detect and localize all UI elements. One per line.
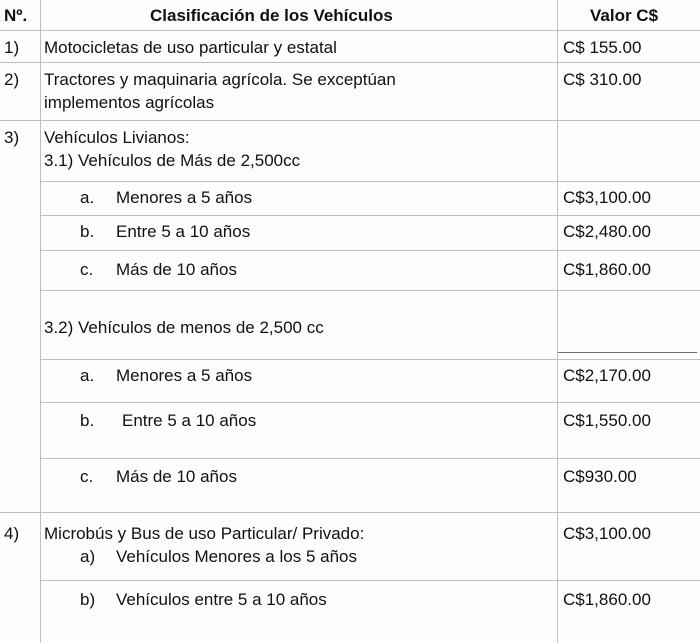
subsection-3-2-title: 3.2) Vehículos de menos de 2,500 cc [44, 318, 324, 337]
grid-line [0, 62, 700, 63]
row-4-item-b-value: C$1,860.00 [563, 590, 651, 609]
row-1-value: C$ 155.00 [563, 38, 642, 57]
grid-line [0, 512, 700, 513]
header-value: Valor C$ [590, 6, 659, 25]
subsection-3-1-item-b-value: C$2,480.00 [563, 222, 651, 241]
row-4-item-b-label: Vehículos entre 5 a 10 años [116, 590, 327, 609]
row-4-item-a-value: C$3,100.00 [563, 524, 651, 543]
header-number: Nº. [4, 6, 28, 25]
grid-line [40, 580, 700, 581]
subsection-3-1-item-b-label: Entre 5 a 10 años [116, 222, 251, 241]
grid-line [40, 458, 700, 459]
grid-line [0, 120, 700, 121]
grid-line [40, 215, 700, 216]
row-4-title: Microbús y Bus de uso Particular/ Privado: [44, 524, 365, 543]
subsection-3-2-item-c-label: Más de 10 años [116, 467, 237, 486]
row-2-value: C$ 310.00 [563, 70, 642, 89]
subsection-3-1-item-c-label: Más de 10 años [116, 260, 237, 279]
subsection-3-2-item-b-value: C$1,550.00 [563, 411, 651, 430]
subsection-3-2-item-b-label: Entre 5 a 10 años [122, 411, 257, 430]
row-2-number: 2) [4, 70, 20, 89]
row-2-description-line-2: implementos agrícolas [44, 93, 215, 112]
subsection-3-2-item-a-value: C$2,170.00 [563, 366, 651, 385]
row-4-number: 4) [4, 524, 20, 543]
row-4-item-b-marker: b) [80, 590, 96, 609]
subsection-3-1-item-c-value: C$1,860.00 [563, 260, 651, 279]
subsection-3-1-title: 3.1) Vehículos de Más de 2,500cc [44, 151, 301, 170]
subsection-3-1-item-b-marker: b. [80, 222, 95, 241]
grid-line [557, 0, 558, 643]
subsection-3-2-item-c-marker: c. [80, 467, 94, 486]
subsection-3-1-item-a-label: Menores a 5 años [116, 188, 253, 207]
subsection-3-1-item-c-marker: c. [80, 260, 94, 279]
subsection-3-2-item-a-label: Menores a 5 años [116, 366, 253, 385]
grid-line [40, 250, 700, 251]
row-1-description: Motocicletas de uso particular y estatal [44, 38, 337, 57]
subsection-3-2-item-a-marker: a. [80, 366, 95, 385]
subsection-3-2-item-b-marker: b. [80, 411, 95, 430]
grid-line [557, 352, 697, 353]
row-4-item-a-marker: a) [80, 547, 96, 566]
grid-line [40, 0, 41, 643]
subsection-3-1-item-a-value: C$3,100.00 [563, 188, 651, 207]
grid-line [40, 181, 700, 182]
row-3-number: 3) [4, 128, 20, 147]
grid-line [40, 359, 700, 360]
header-classification: Clasificación de los Vehículos [150, 6, 393, 25]
row-3-title: Vehículos Livianos: [44, 128, 190, 147]
subsection-3-2-item-c-value: C$930.00 [563, 467, 637, 486]
grid-line [40, 402, 700, 403]
row-1-number: 1) [4, 38, 20, 57]
row-4-item-a-label: Vehículos Menores a los 5 años [116, 547, 357, 566]
row-2-description-line-1: Tractores y maquinaria agrícola. Se exceptúan [44, 70, 396, 89]
grid-line [40, 290, 700, 291]
grid-line [0, 30, 700, 31]
subsection-3-1-item-a-marker: a. [80, 188, 95, 207]
